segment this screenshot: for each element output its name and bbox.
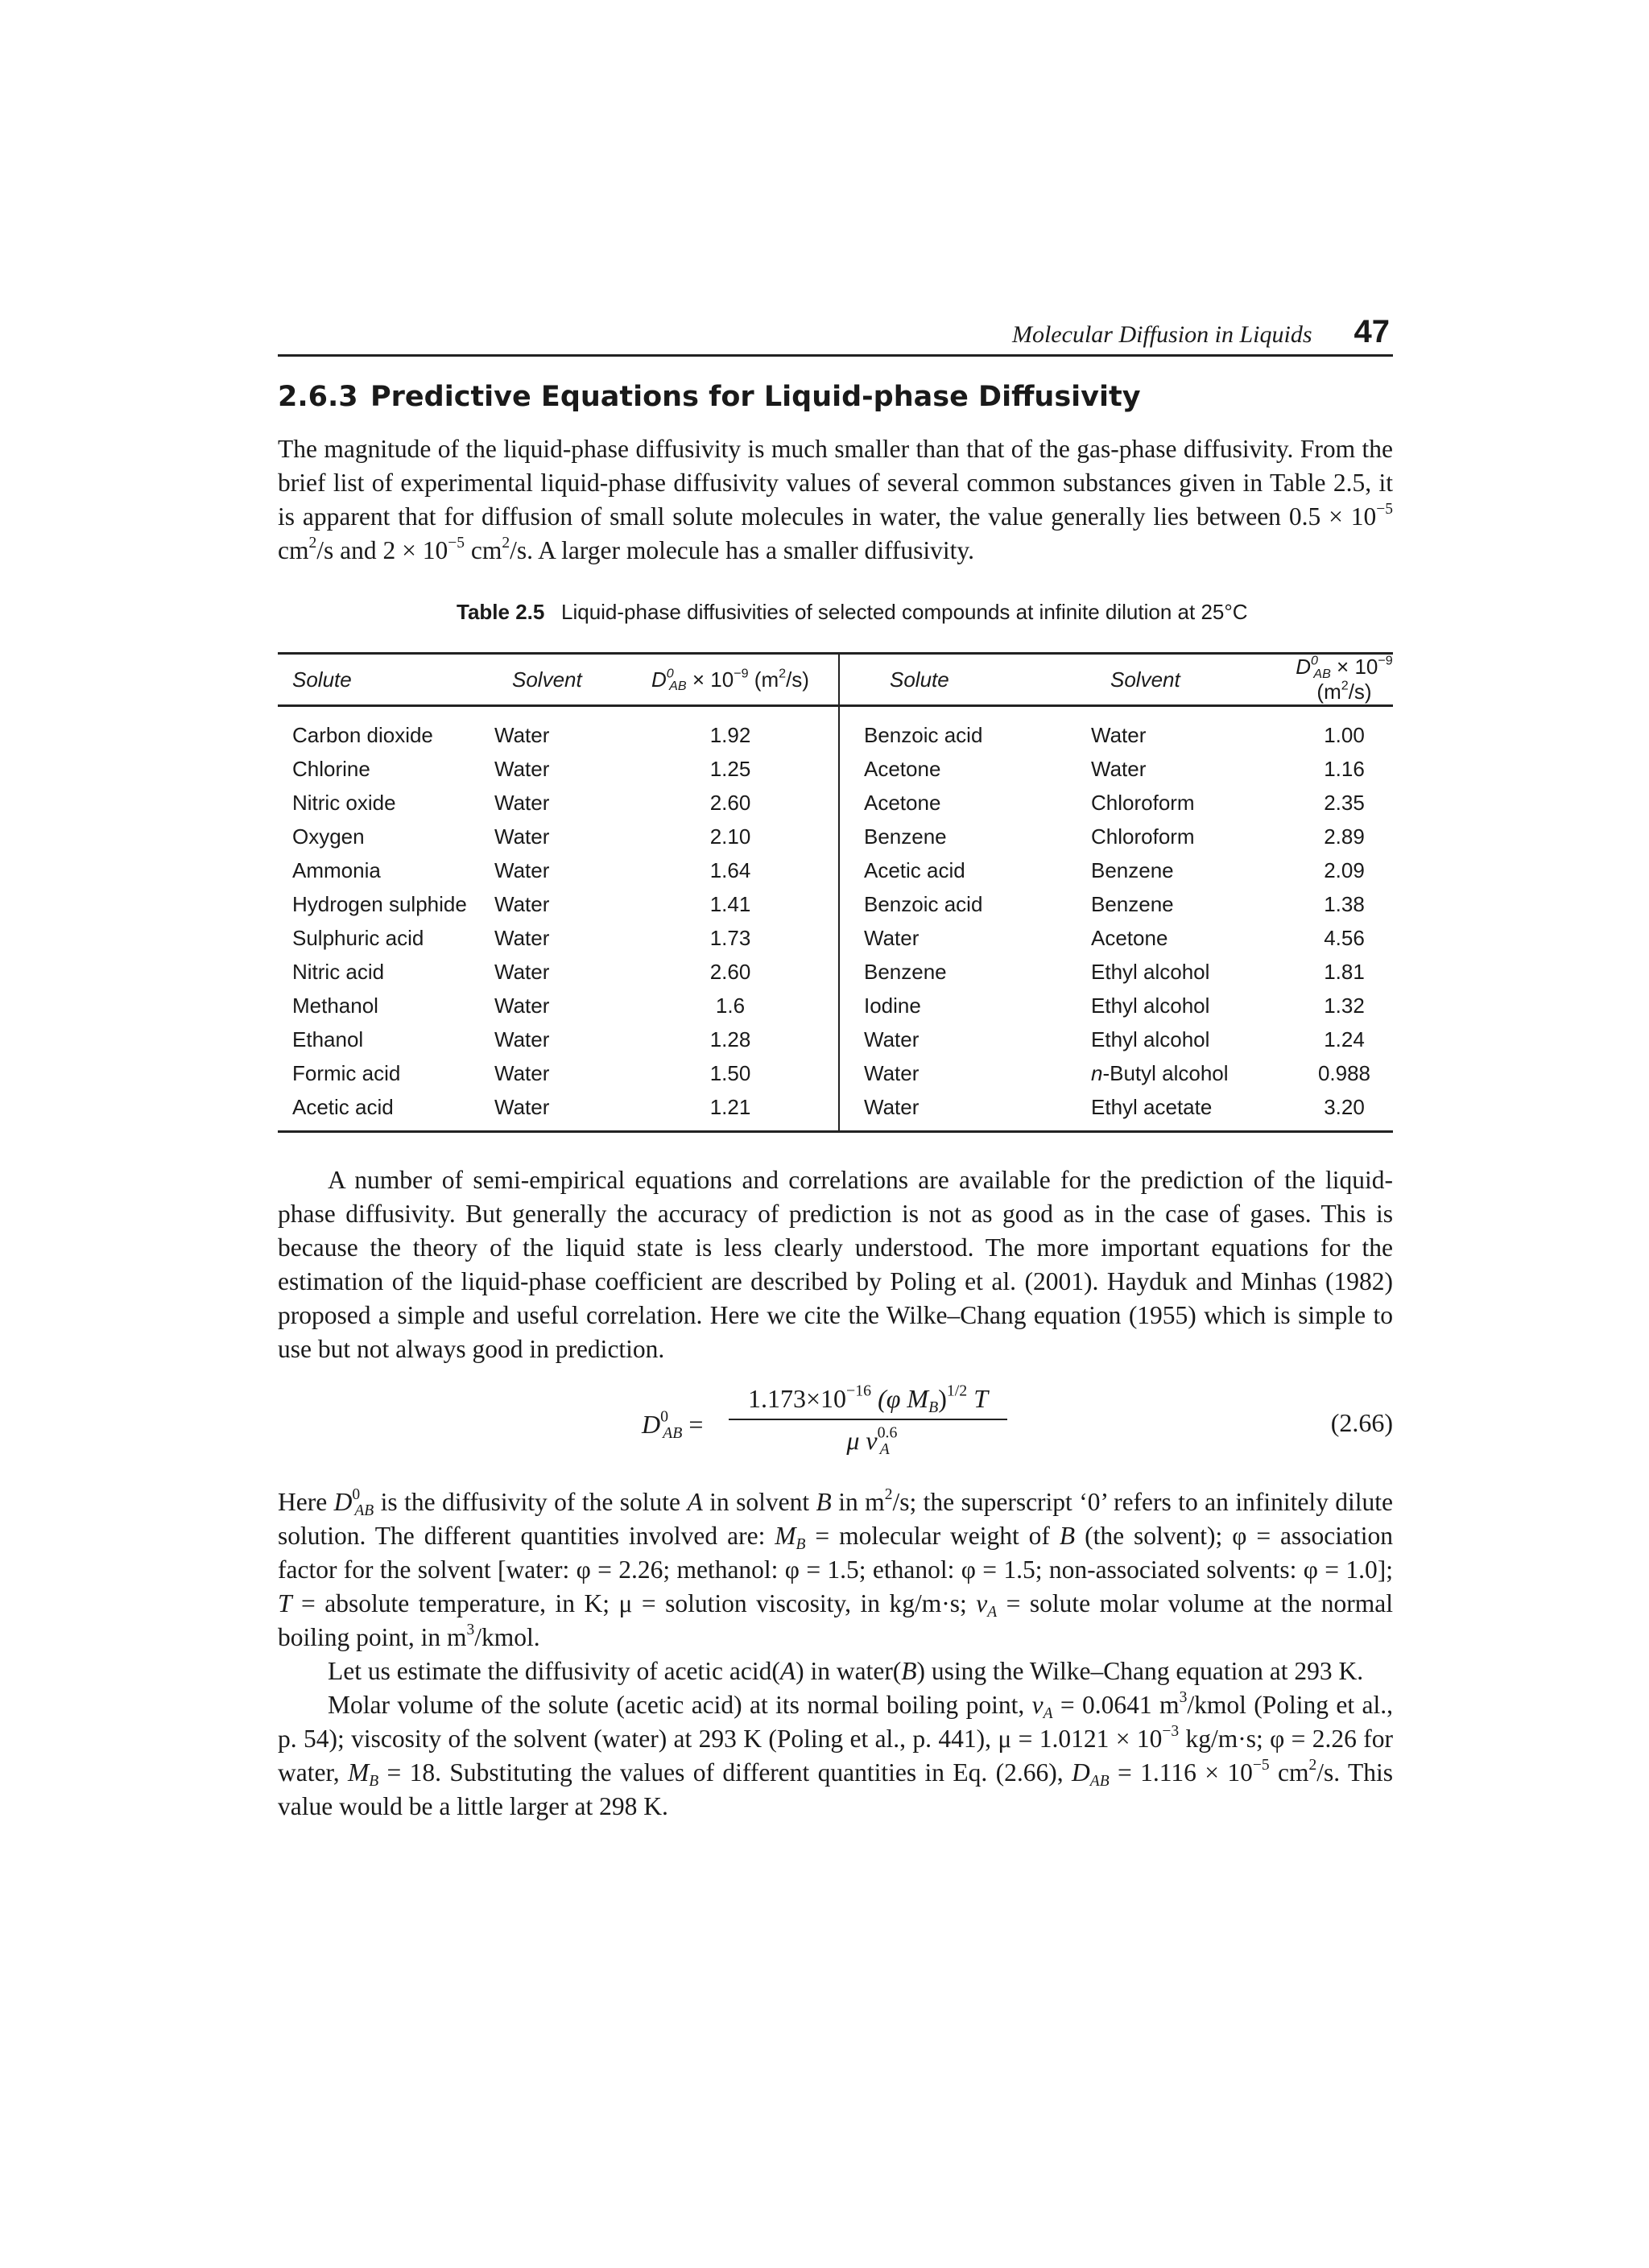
solvent-cell: n-Butyl alcohol — [1091, 1060, 1229, 1085]
diffusivity-cell: 1.21 — [709, 1094, 751, 1119]
solute-cell: Acetone — [839, 786, 1091, 820]
diffusivity-cell: 1.92 — [709, 722, 751, 747]
table-row — [278, 989, 1393, 1022]
header-diffusivity-left: $D^0_{AB} \times 10^{-9}$ $(m^2/s)$ — [651, 665, 809, 694]
solvent-cell: Water — [494, 790, 550, 815]
table-row — [278, 921, 1393, 955]
table-label: Table 2.5 — [457, 600, 545, 624]
intro-paragraph: The magnitude of the liquid-phase diffusivity is much smaller than that of the gas-phase diffusivity. From the brief list of experimental liquid-phase diffusivity values of several common substances given in Table 2.5, it is apparent that for diffusion of small solute molecules in water, the value generally lies between $0.5 \times 10^{-5}$ $cm^2/s$ and $2 \times 10^{-5}$ $cm^2/s$. A larger molecule has a smaller diffusivity. — [278, 435, 1393, 564]
solvent-cell: Water — [494, 925, 550, 950]
table-row — [278, 820, 1393, 853]
example-paragraph: Let us estimate the diffusivity of acetic acid(A) in water(B) using the Wilke–Chang equation at 293 K. — [328, 1657, 1364, 1685]
solvent-cell: Water — [494, 1060, 550, 1085]
diffusivity-cell: 2.10 — [709, 824, 751, 849]
diffusivity-cell: 1.25 — [709, 756, 751, 781]
equation-fraction — [729, 1381, 1007, 1458]
table-row — [278, 955, 1393, 989]
solute-cell: Methanol — [292, 993, 378, 1018]
solvent-cell: Water — [494, 824, 550, 849]
methods-paragraph: A number of semi-empirical equations and correlations are available for the prediction of the liquid-phase diffusivity. But generally the accuracy of prediction is not as good as in the case of gases. This is because the theory of the liquid state is less clearly understood. The more important equations for the estimation of the liquid-phase coefficient are described by Poling et al. (2001). Hayduk and Minhas (1982) proposed a simple and useful correlation. Here we cite the Wilke–Chang equation (1955) which is simple to use but not always good in prediction. — [278, 1166, 1393, 1363]
fraction-bar — [729, 1419, 1007, 1420]
variables-paragraph: Here $D^0_{AB}$ is the diffusivity of the solute A in solvent B in $m^2/s$; the superscript ‘0’ refers to an infinitely dilute solution. The different quantities involved are: $M_B$ = molecular weight of B (the solvent); φ = association factor for the solvent [water: φ = 2.26; methanol: φ = 1.5; ethanol: φ = 1.5; non-associated solvents: φ = 1.0]; T = absolute temperature, in K; μ = solution viscosity, in kg/m·s; $v_A$ = solute molar volume at the normal boiling point, in $m^3$/kmol. — [278, 1485, 1394, 1651]
solute-cell: Sulphuric acid — [292, 925, 424, 950]
solute-cell: Ethanol — [292, 1027, 364, 1051]
solute-cell: Oxygen — [292, 824, 365, 849]
diffusivity-cell: 1.6 — [715, 993, 746, 1018]
solute-cell: Formic acid — [292, 1060, 401, 1085]
section-title: Predictive Equations for Liquid-phase Diffusivity — [370, 381, 1141, 413]
table-row — [278, 1090, 1393, 1132]
diffusivity-cell: 2.60 — [709, 790, 751, 815]
diffusivity-cell: 2.09 — [1324, 857, 1365, 882]
solvent-cell: Chloroform — [1091, 824, 1195, 849]
solvent-cell: Water — [494, 959, 550, 984]
solvent-cell: Water — [494, 756, 550, 781]
solute-cell: Benzene — [839, 955, 1091, 989]
header-diffusivity-right: $D^0_{AB} \times 10^{-9}$ $(m^2/s)$ — [1296, 653, 1393, 704]
solute-cell: Water — [839, 1056, 1091, 1090]
diffusivity-cell: 1.81 — [1324, 959, 1365, 984]
diffusivity-cell: 3.20 — [1324, 1094, 1365, 1119]
table-row — [278, 853, 1393, 887]
diffusivity-cell: 1.00 — [1324, 722, 1365, 747]
diffusivity-cell: 0.988 — [1317, 1060, 1371, 1085]
solvent-cell: Water — [1091, 756, 1147, 781]
solute-cell: Nitric oxide — [292, 790, 396, 815]
solvent-cell: Water — [494, 857, 550, 882]
page-number: 47 — [1354, 314, 1390, 349]
table-row — [278, 887, 1393, 921]
equation-number: (2.66) — [1330, 1408, 1393, 1437]
solvent-cell: Water — [494, 891, 550, 916]
running-title: Molecular Diffusion in Liquids — [1011, 321, 1312, 348]
wilke-chang-equation — [278, 1381, 1393, 1479]
solvent-cell: Water — [494, 1027, 550, 1051]
header-solute-right: Solute — [839, 654, 1091, 706]
solute-cell: Nitric acid — [292, 959, 385, 984]
header-solvent-left: Solvent — [512, 667, 582, 692]
solvent-cell: Chloroform — [1091, 790, 1195, 815]
solute-cell: Benzene — [839, 820, 1091, 853]
solute-cell: Acetone — [839, 752, 1091, 786]
diffusivity-cell: 1.16 — [1324, 756, 1365, 781]
table-caption-text: Liquid-phase diffusivities of selected compounds at infinite dilution at 25°C — [561, 600, 1248, 624]
diffusivity-cell: 1.28 — [709, 1027, 751, 1051]
diffusivity-cell: 2.60 — [709, 959, 751, 984]
diffusivity-cell: 1.24 — [1324, 1027, 1365, 1051]
diffusivity-cell: 1.73 — [709, 925, 751, 950]
solute-cell: Benzoic acid — [839, 887, 1091, 921]
solvent-cell: Water — [494, 993, 550, 1018]
book-page — [278, 314, 1393, 1824]
table-row — [278, 1056, 1393, 1090]
solute-cell: Ammonia — [292, 857, 381, 882]
solvent-cell: Benzene — [1091, 891, 1174, 916]
header-solute-left: Solute — [292, 667, 352, 692]
diffusivity-cell: 4.56 — [1324, 925, 1365, 950]
solute-cell: Hydrogen sulphide — [292, 891, 467, 916]
diffusivity-table — [278, 652, 1393, 1133]
equation-denominator: μ $v^{0.6}_A$ — [846, 1423, 898, 1458]
solute-cell: Water — [839, 1022, 1091, 1056]
solvent-cell: Benzene — [1091, 857, 1174, 882]
section-heading — [278, 381, 1393, 413]
solute-cell: Benzoic acid — [839, 706, 1091, 753]
solvent-cell: Ethyl alcohol — [1091, 993, 1210, 1018]
table-caption — [278, 600, 1393, 625]
solvent-cell: Water — [494, 722, 550, 747]
diffusivity-cell: 1.50 — [709, 1060, 751, 1085]
solvent-cell: Water — [1091, 722, 1147, 747]
solvent-cell: Acetone — [1091, 925, 1168, 950]
solute-cell: Acetic acid — [839, 853, 1091, 887]
solvent-cell: Ethyl alcohol — [1091, 959, 1210, 984]
table-row — [278, 1022, 1393, 1056]
diffusivity-cell: 2.89 — [1324, 824, 1365, 849]
running-head — [278, 314, 1393, 357]
diffusivity-cell: 1.41 — [709, 891, 751, 916]
equation-numerator: $1.173\times 10^{-16}$ (φ $M_B)^{1/2}$ T — [748, 1382, 988, 1416]
section-number: 2.6.3 — [278, 381, 358, 413]
table-header-row — [278, 654, 1393, 706]
solute-cell: Chlorine — [292, 756, 370, 781]
diffusivity-cell: 2.35 — [1324, 790, 1365, 815]
solute-cell: Carbon dioxide — [292, 722, 433, 747]
solute-cell: Iodine — [839, 989, 1091, 1022]
table-row — [278, 752, 1393, 786]
diffusivity-cell: 1.64 — [709, 857, 751, 882]
solute-cell: Water — [839, 1090, 1091, 1132]
solvent-cell: Ethyl alcohol — [1091, 1027, 1210, 1051]
solute-cell: Water — [839, 921, 1091, 955]
solute-cell: Acetic acid — [292, 1094, 394, 1119]
solvent-cell: Ethyl acetate — [1091, 1094, 1213, 1119]
equation-lhs: $D^0_{AB}$ = — [642, 1407, 704, 1442]
solvent-cell: Water — [494, 1094, 550, 1119]
diffusivity-cell: 1.38 — [1324, 891, 1365, 916]
diffusivity-cell: 1.32 — [1324, 993, 1365, 1018]
table-row — [278, 786, 1393, 820]
header-solvent-right: Solvent — [1110, 667, 1180, 692]
table-row — [278, 706, 1393, 753]
solution-paragraph: Molar volume of the solute (acetic acid) at its normal boiling point, $v_A = 0.0641$ $m^3$/kmol (Poling et al., p. 54); viscosity of the solvent (water) at 293 K (Poling et al., p. 441), $\mu = 1.0121 \times 10^{-3}$ kg/m·s; φ = 2.26 for water, $M_B = 18$. Substituting the values of different quantities in Eq. (2.66), $D_{AB} = 1.116 \times 10^{-5}$ $cm^2/s$. This value would be a little larger at 298 K. — [278, 1688, 1393, 1820]
